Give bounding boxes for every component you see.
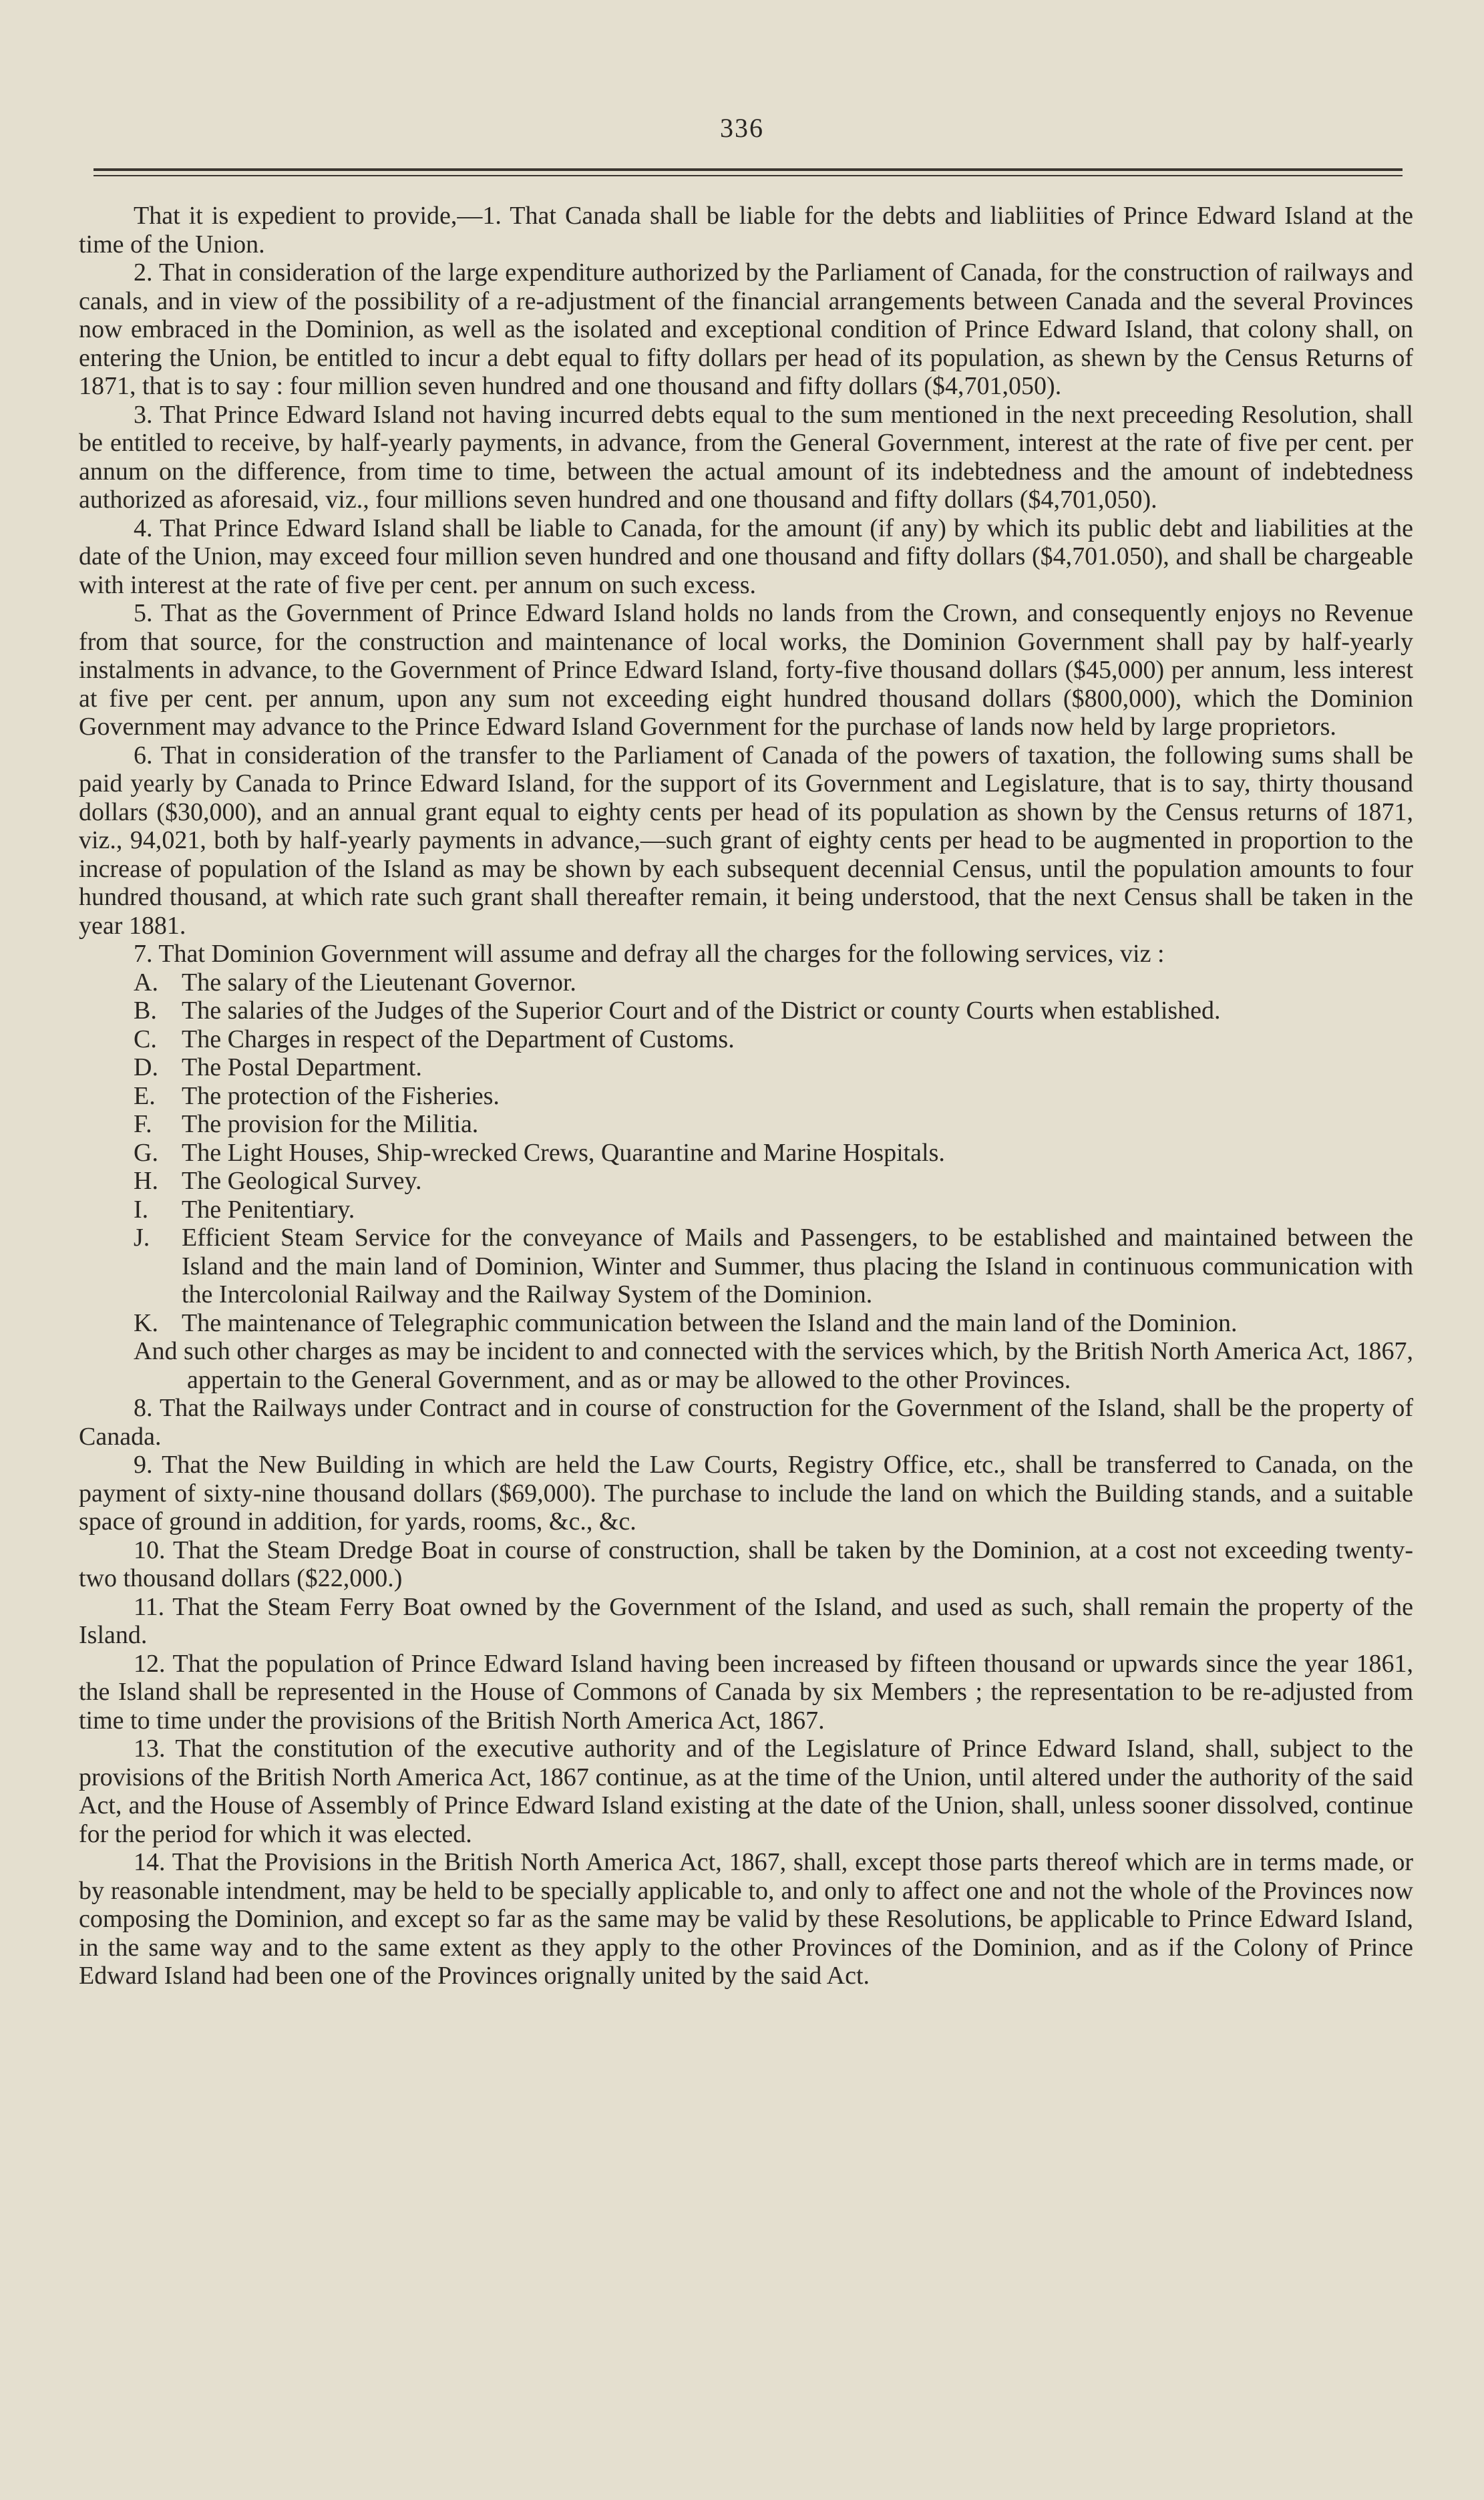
resolutions-text (79, 202, 1413, 1990)
paragraph-3: 3. That Prince Edward Island not having incurred debts equal to the sum mentioned in the next preceeding Resolution, shall be entitled to receive, by half-yearly payments, in advance, from the General Government, interest at the rate of five per cent. per annum on the difference, from time to time, between the actual amount of its indebtedness and the amount of indebtedness authorized as aforesaid, viz., four millions seven hundred and one thousand and fifty dollars ($4,701,050). (79, 400, 1413, 514)
paragraph-5: 5. That as the Government of Prince Edward Island holds no lands from the Crown, and consequently enjoys no Revenue from that source, for the construction and maintenance of local works, the Dominion Government shall pay by half-yearly instalments in advance, to the Government of Prince Edward Island, forty-five thousand dollars ($45,000) per annum, less interest at five per cent. per annum, upon any sum not exceeding eight hundred thousand dollars ($800,000), which the Dominion Government may advance to the Prince Edward Island Government for the purchase of lands now held by large proprietors. (79, 599, 1413, 741)
service-letter: F. (134, 1110, 152, 1138)
service-item-f (79, 1110, 1413, 1139)
service-item-e (79, 1082, 1413, 1111)
service-text: The maintenance of Telegraphic communication between the Island and the main land of the Dominion. (182, 1308, 1238, 1337)
service-text: The Penitentiary. (182, 1195, 355, 1224)
paragraph-4: 4. That Prince Edward Island shall be liable to Canada, for the amount (if any) by which its public debt and liabilities at the date of the Union, may exceed four million seven hundred and one thousand and fifty dollars ($4,701.050), and shall be chargeable with interest at the rate of five per cent. per annum on such excess. (79, 514, 1413, 599)
service-letter: B. (134, 997, 157, 1025)
service-item-c (79, 1025, 1413, 1054)
paragraph-intro: That it is expedient to provide,—1. That Canada shall be liable for the debts and liabliities of Prince Edward Island at the time of the Union. (79, 202, 1413, 258)
service-letter: K. (134, 1308, 158, 1337)
service-text: The salary of the Lieutenant Governor. (182, 968, 576, 997)
service-letter: G. (134, 1138, 158, 1167)
service-item-b (79, 997, 1413, 1025)
service-text: Efficient Steam Service for the conveyance of Mails and Passengers, to be established and maintained between the Island and the main land of Dominion, Winter and Summer, thus placing the Island in continuous communication with the Intercolonial Railway and the Railway System of the Dominion. (182, 1224, 1413, 1308)
header-rule-thin (94, 175, 1403, 176)
service-item-i (79, 1196, 1413, 1224)
service-item-d (79, 1053, 1413, 1082)
paragraph-7: 7. That Dominion Government will assume and defray all the charges for the following services, viz : (134, 940, 1165, 968)
service-text: The protection of the Fisheries. (182, 1081, 500, 1110)
service-item-j (79, 1224, 1413, 1309)
service-text: The Geological Survey. (182, 1167, 422, 1195)
page-number: 336 (720, 113, 764, 143)
services-closing: And such other charges as may be incident to and connected with the services which, by the British North America Act, 1867, appertain to the General Government, and as or may be allowed to the other Provinces. (134, 1337, 1413, 1394)
service-item-a (79, 968, 1413, 997)
service-item-h (79, 1167, 1413, 1196)
service-letter: I. (134, 1195, 149, 1224)
service-text: The Light Houses, Ship-wrecked Crews, Quarantine and Marine Hospitals. (182, 1138, 945, 1167)
service-letter: H. (134, 1167, 158, 1195)
service-text: The Postal Department. (182, 1053, 422, 1081)
service-letter: A. (134, 968, 158, 997)
paragraph-14: 14. That the Provisions in the British North America Act, 1867, shall, except those parts thereof which are in terms made, or by reasonable intendment, may be held to be specially applicable to, and only to affect one and not the whole of the Provinces now composing the Dominion, and except so far as the same may be valid by these Resolutions, be applicable to Prince Edward Island, in the same way and to the same extent as they apply to the other Provinces of the Dominion, and as if the Colony of Prince Edward Island had been one of the Provinces orignally united by the said Act. (79, 1848, 1413, 1990)
paragraph-11: 11. That the Steam Ferry Boat owned by the Government of the Island, and used as such, shall remain the property of the Island. (79, 1592, 1413, 1649)
service-item-g (79, 1139, 1413, 1168)
service-text: The provision for the Militia. (182, 1110, 479, 1138)
paragraph-8: 8. That the Railways under Contract and in course of construction for the Government of the Island, shall be the property of Canada. (79, 1394, 1413, 1451)
service-letter: E. (134, 1081, 156, 1110)
paragraph-6: 6. That in consideration of the transfer to the Parliament of Canada of the powers of taxation, the following sums shall be paid yearly by Canada to Prince Edward Island, for the support of its Government and Legislature, that is to say, thirty thousand dollars ($30,000), and an annual grant equal to eighty cents per head of its population as shown by the Census returns of 1871, viz., 94,021, both by half-yearly payments in advance,—such grant of eighty cents per head to be augmented in proportion to the increase of population of the Island as may be shown by each subsequent decennial Census, until the population amounts to four hundred thousand, at which rate such grant shall thereafter remain, it being understood, that the next Census shall be taken in the year 1881. (79, 741, 1413, 940)
service-letter: D. (134, 1053, 158, 1081)
header-rule (94, 168, 1403, 171)
service-text: The salaries of the Judges of the Superior Court and of the District or county Courts when established. (182, 997, 1221, 1025)
paragraph-2: 2. That in consideration of the large expenditure authorized by the Parliament of Canada, for the construction of railways and canals, and in view of the possibility of a re-adjustment of the financial arrangements between Canada and the several Provinces now embraced in the Dominion, as well as the isolated and exceptional condition of Prince Edward Island, that colony shall, on entering the Union, be entitled to incur a debt equal to fifty dollars per head of its population, as shewn by the Census Returns of 1871, that is to say : four million seven hundred and one thousand and fifty dollars ($4,701,050). (79, 258, 1413, 400)
service-letter: J. (134, 1224, 150, 1252)
service-item-k (79, 1309, 1413, 1338)
paragraph-10: 10. That the Steam Dredge Boat in course of construction, shall be taken by the Dominion, at a cost not exceeding twenty-two thousand dollars ($22,000.) (79, 1536, 1413, 1592)
paragraph-13: 13. That the constitution of the executive authority and of the Legislature of Prince Edward Island, shall, subject to the provisions of the British North America Act, 1867 continue, as at the time of the Union, until altered under the authority of the said Act, and the House of Assembly of Prince Edward Island existing at the date of the Union, shall, unless sooner dissolved, continue for the period for which it was elected. (79, 1735, 1413, 1848)
service-letter: C. (134, 1025, 157, 1053)
paragraph-12: 12. That the population of Prince Edward Island having been increased by fifteen thousand or upwards since the year 1861, the Island shall be represented in the House of Commons of Canada by six Members ; the representation to be re-adjusted from time to time under the provisions of the British North America Act, 1867. (79, 1649, 1413, 1735)
paragraph-9: 9. That the New Building in which are held the Law Courts, Registry Office, etc., shall be transferred to Canada, on the payment of sixty-nine thousand dollars ($69,000). The purchase to include the land on which the Building stands, and a suitable space of ground in addition, for yards, rooms, &c., &c. (79, 1451, 1413, 1536)
service-text: The Charges in respect of the Department of Customs. (182, 1025, 735, 1053)
